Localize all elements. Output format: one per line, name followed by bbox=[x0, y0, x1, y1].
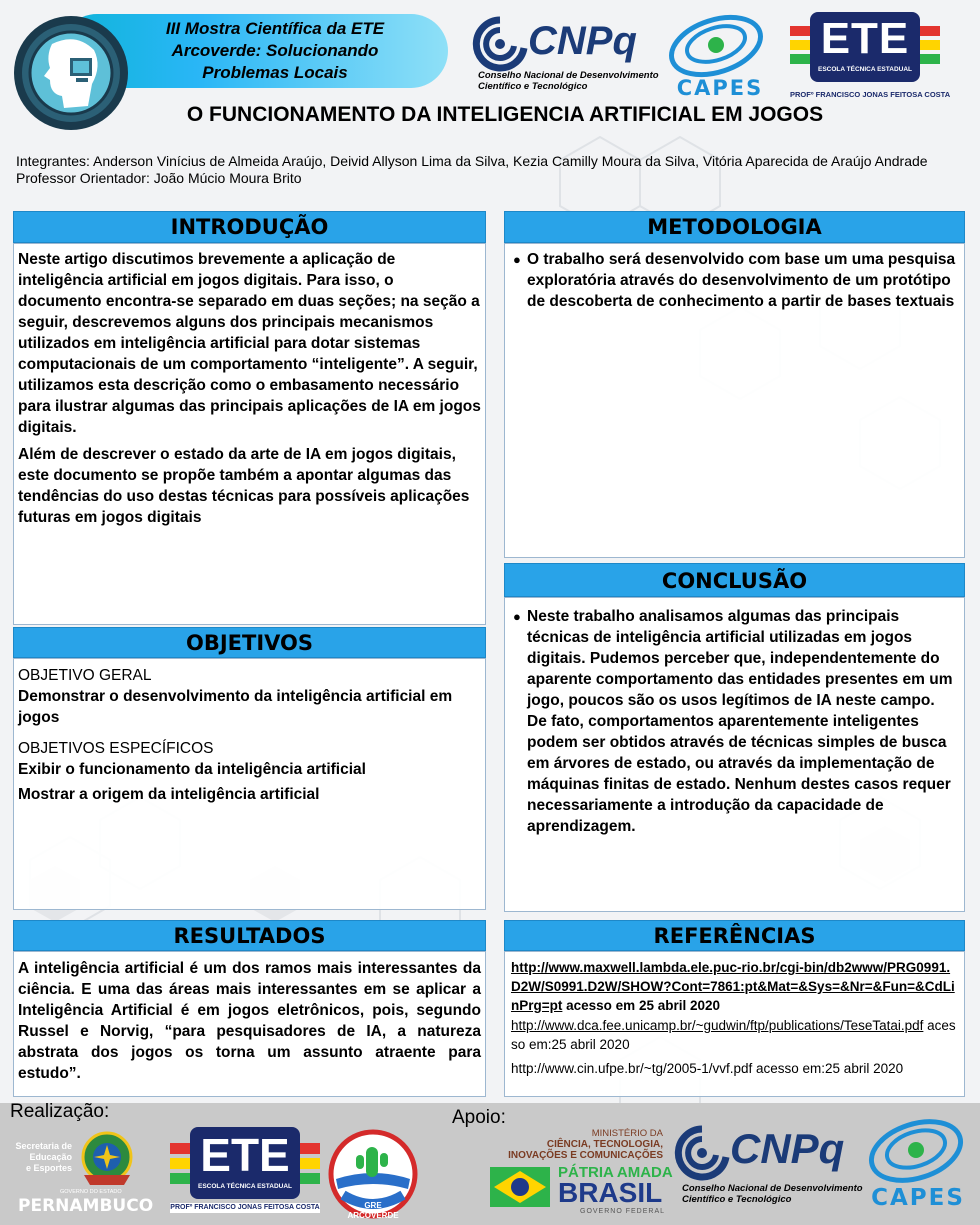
event-title: III Mostra Científica da ETE Arcoverde: Solucionando Problemas Locais bbox=[165, 19, 385, 82]
pernambuco-coat-of-arms-icon bbox=[78, 1129, 136, 1191]
brasil-flag-icon bbox=[490, 1167, 550, 1207]
metodologia-text: O trabalho será desenvolvido com base um uma pesquisa exploratória através do desenvolvimento de um protótipo de descoberta de conhecimento a partir de bases textuais bbox=[527, 251, 956, 310]
secretaria-logo bbox=[8, 1141, 72, 1174]
capes-footer-logo bbox=[862, 1111, 974, 1223]
reference-2-link[interactable]: http://www.dca.fee.unicamp.br/~gudwin/ftp/publications/TeseTatai.pdf bbox=[511, 1018, 924, 1033]
conclusao-text: Neste trabalho analisamos algumas das principais técnicas de inteligência artificial utilizadas em jogos digitais. Pudemos perceber que, independentemente do aparente comportamento das entidades presentes em um jogo, poucos são os usos legítimos de IA neste campo. De fato, comportamentos aparentemente inteligentes podem ser obtidos através de técnicas simples de busca em árvores de estado, ou através da implementação de máquinas finitas de estado. Nenhum destes casos requer necessariamente a introdução da capacidade de aprendizagem. bbox=[527, 608, 953, 835]
capes-name: CAPES bbox=[676, 76, 764, 100]
ministerio-line-1: MINISTÉRIO DA bbox=[591, 1128, 663, 1139]
ministerio-line-2: CIÊNCIA, TECNOLOGIA, bbox=[546, 1139, 663, 1150]
metodologia-body bbox=[504, 243, 965, 558]
realizacao-label: Realização: bbox=[10, 1101, 110, 1122]
cnpq-footer-logo bbox=[672, 1121, 862, 1211]
objetivo-geral-label: OBJETIVO GERAL bbox=[18, 667, 152, 684]
objetivos-body bbox=[13, 658, 486, 910]
ete-name: ETE bbox=[820, 14, 910, 63]
reference-2-access: acesso em:25 abril 2020 bbox=[511, 1018, 956, 1052]
objetivos-heading: OBJETIVOS bbox=[13, 627, 486, 658]
gov-federal-label: GOVERNO FEDERAL bbox=[580, 1208, 666, 1215]
ete-footer-subtitle: ESCOLA TÉCNICA ESTADUAL bbox=[197, 1183, 292, 1190]
objetivos-especificos-label: OBJETIVOS ESPECÍFICOS bbox=[18, 740, 214, 757]
referencias-heading: REFERÊNCIAS bbox=[504, 920, 965, 951]
introducao-body bbox=[13, 243, 486, 625]
introducao-paragraph-1: Neste artigo discutimos brevemente a aplicação de inteligência artificial em jogos digitais. Para isso, o documento encontra-se separado em duas seções; na seção a seguir, descrevemos alguns dos principais mecanismos utilizados em inteligência artificial para dotar sistemas computacionais de um comportamento “inteligente”. A seguir, utilizamos esta descrição como o embasamento necessário para ilustrar algumas das principais aplicações de IA em jogos digitais. bbox=[18, 251, 481, 436]
introducao-heading: INTRODUÇÃO bbox=[13, 211, 486, 243]
resultados-text: A inteligência artificial é um dos ramos mais interessantes da ciência. E uma das áreas mais interessantes em se aplicar a Inteligência Artificial é em jogos eletrônicos, pois, segundo Russel e Norvig, “para pesquisadores de IA, a natureza abstrata dos jogos os torna um assunto atraente para estudo”. bbox=[18, 960, 481, 1082]
secretaria-line-2: Educação bbox=[29, 1152, 72, 1162]
conclusao-heading: CONCLUSÃO bbox=[504, 563, 965, 597]
patria-amada-label: PÁTRIA AMADA bbox=[558, 1164, 673, 1181]
ete-footer-logo bbox=[170, 1125, 320, 1215]
resultados-heading: RESULTADOS bbox=[13, 920, 486, 951]
referencias-body bbox=[504, 951, 965, 1097]
reference-1-link[interactable]: http://www.maxwell.lambda.ele.puc-rio.br/cgi-bin/db2www/PRG0991.D2W/S0991.D2W/SHOW?Cont=7861:pt&Mat=&Sys=&Nr=&Fun=&CdLinPrg=pt bbox=[511, 960, 955, 1013]
capes-footer-emblem-icon bbox=[862, 1111, 972, 1189]
bullet-icon: ● bbox=[513, 609, 521, 624]
capes-footer-name: CAPES bbox=[871, 1185, 965, 1211]
introducao-paragraph-2: Além de descrever o estado da arte de IA em jogos digitais, este documento se propõe também a apontar algumas das tendências do uso destas técnicas para possíveis aplicações futuras em jogos digitais bbox=[18, 446, 470, 526]
cnpq-footer-emblem-icon bbox=[672, 1125, 732, 1181]
capes-emblem-icon bbox=[664, 8, 774, 82]
advisor: Professor Orientador: João Múcio Moura Brito bbox=[16, 170, 302, 186]
cnpq-name: CNPq bbox=[528, 19, 637, 63]
pernambuco-label: PERNAMBUCO bbox=[18, 1196, 154, 1216]
cnpq-subtitle-1: Conselho Nacional de Desenvolvimento bbox=[478, 70, 659, 81]
reference-1-access: acesso em 25 abril 2020 bbox=[562, 998, 721, 1013]
apoio-label: Apoio: bbox=[452, 1107, 506, 1128]
members-list: Integrantes: Anderson Vinícius de Almeida Araújo, Deivid Allyson Lima da Silva, Kezia Camilly Moura da Silva, Vitória Aparecida de Araújo Andrade bbox=[16, 153, 928, 169]
cnpq-emblem-icon bbox=[470, 16, 530, 72]
bullet-icon: ● bbox=[513, 252, 521, 267]
ete-school-name: PROFº FRANCISCO JONAS FEITOSA COSTA bbox=[790, 90, 951, 99]
brasil-label: BRASIL bbox=[558, 1177, 663, 1208]
gov-estado-label: GOVERNO DO ESTADO bbox=[60, 1189, 122, 1195]
secretaria-line-1: Secretaria de bbox=[15, 1141, 72, 1151]
ete-footer-school: PROFº FRANCISCO JONAS FEITOSA COSTA bbox=[170, 1204, 320, 1211]
cnpq-subtitle-2: Científico e Tecnológico bbox=[478, 81, 588, 92]
members-block bbox=[16, 153, 976, 187]
conclusao-body bbox=[504, 597, 965, 912]
ministerio-logo bbox=[488, 1129, 663, 1161]
objetivo-especifico-1: Exibir o funcionamento da inteligência artificial bbox=[18, 761, 366, 778]
resultados-body bbox=[13, 951, 486, 1097]
conclusao-item bbox=[513, 606, 956, 837]
objetivo-geral-text: Demonstrar o desenvolvimento da inteligência artificial em jogos bbox=[18, 688, 453, 726]
gre-label: GRE ARCOVERDE bbox=[347, 1201, 399, 1220]
cnpq-footer-name: CNPq bbox=[730, 1125, 845, 1172]
ete-subtitle: ESCOLA TÉCNICA ESTADUAL bbox=[817, 66, 912, 73]
ete-footer-name: ETE bbox=[200, 1129, 290, 1181]
cnpq-footer-subtitle-1: Conselho Nacional de Desenvolvimento bbox=[682, 1183, 863, 1194]
objetivo-especifico-2: Mostrar a origem da inteligência artificial bbox=[18, 786, 320, 803]
cnpq-footer-subtitle-2: Científico e Tecnológico bbox=[682, 1194, 792, 1205]
reference-3: http://www.cin.ufpe.br/~tg/2005-1/vvf.pdf acesso em:25 abril 2020 bbox=[511, 1061, 904, 1076]
secretaria-line-3: e Esportes bbox=[25, 1163, 72, 1173]
metodologia-item bbox=[513, 249, 956, 312]
metodologia-heading: METODOLOGIA bbox=[504, 211, 965, 243]
ministerio-line-3: INOVAÇÕES E COMUNICAÇÕES bbox=[508, 1150, 663, 1161]
poster-title: O FUNCIONAMENTO DA INTELIGENCIA ARTIFICIAL EM JOGOS bbox=[186, 103, 824, 126]
footer bbox=[0, 1103, 980, 1225]
